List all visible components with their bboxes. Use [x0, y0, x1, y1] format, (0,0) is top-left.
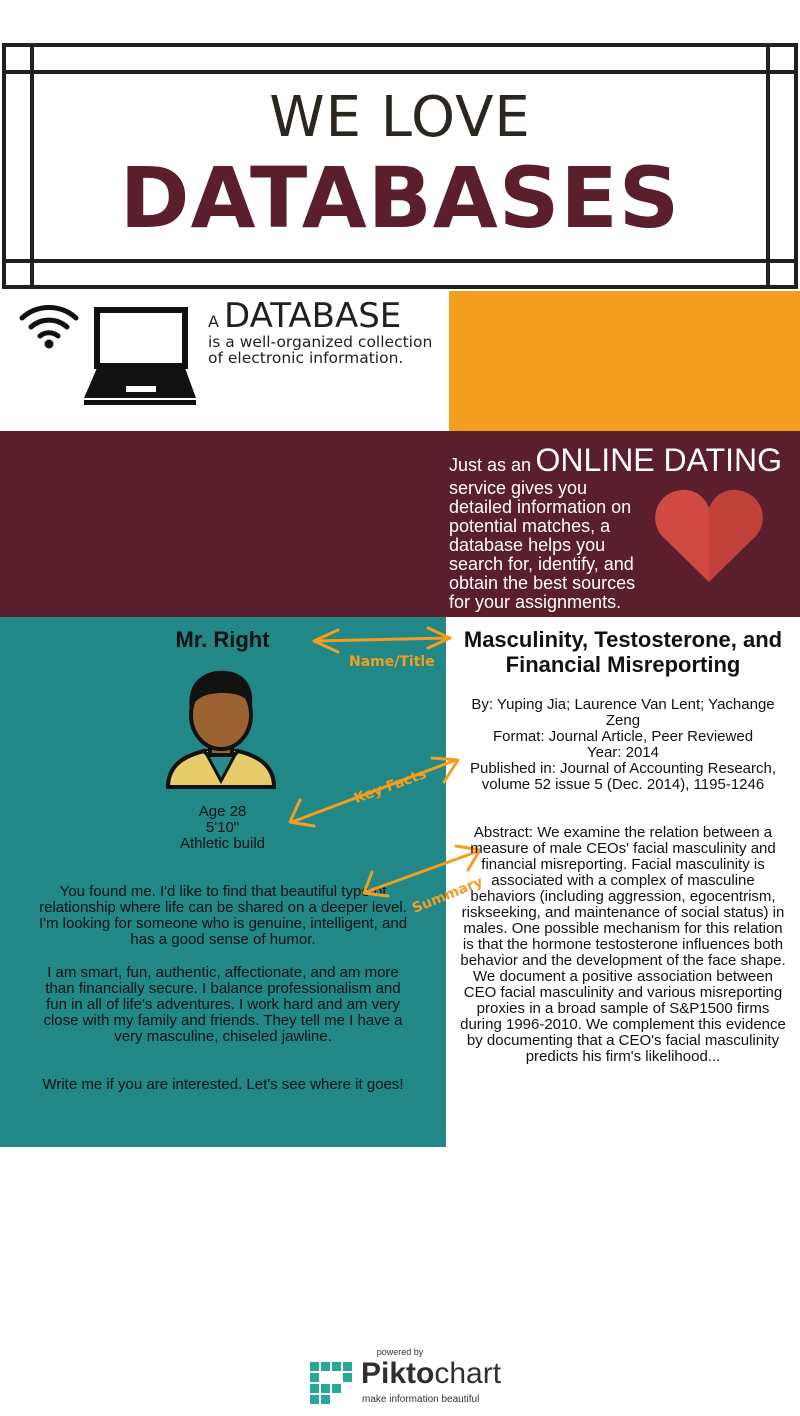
wifi-icon — [18, 300, 80, 350]
profile-name: Mr. Right — [175, 627, 270, 652]
title-line-1: WE LOVE — [269, 85, 531, 150]
title-line-2: DATABASES — [119, 149, 681, 247]
laptop-icon — [82, 306, 198, 406]
title-frame-line-top — [2, 70, 798, 74]
database-definition — [208, 296, 443, 366]
article-abstract: Abstract: We examine the relation between a measure of male CEOs' facial masculinity and financial misreporting. Facial masculinity is associated with a complex of masculine behaviors (including aggression, egocentrism, riskseeking, and maintenance of social status) in males. One possible mechanism for this relation is that the hormone testosterone influences both behavior and the development of the face shape. We document a positive association between CEO facial masculinity and various misreporting proxies in a broad sample of S&P1500 firms during 1996-2010. We complement this evidence by documenting that a CEO's facial masculinity predicts his firm's likelihood... — [460, 824, 786, 1065]
profile-paragraph-1: You found me. I'd like to find that beautiful type of relationship where life can be shared on a deeper level. I'm looking for someone who is genuine, intelligent, and has a good sense of humor. — [38, 883, 408, 948]
article-metadata — [458, 697, 788, 793]
article-authors: By: Yuping Jia; Laurence Van Lent; Yachange Zeng — [471, 696, 775, 729]
dating-lead: Just as an — [449, 455, 532, 475]
heart-icon — [654, 486, 764, 584]
powered-by-label: powered by — [376, 1347, 424, 1357]
article-published-in: Published in: Journal of Accounting Research, volume 52 issue 5 (Dec. 2014), 1195-1246 — [469, 760, 777, 793]
profile-paragraph-3: Write me if you are interested. Let's see where it goes! — [42, 1076, 404, 1093]
annotation-name-title: Name/Title — [349, 654, 435, 670]
definition-article: A — [208, 312, 219, 331]
profile-paragraph-2: I am smart, fun, authentic, affectionate, and am more than financially secure. I balance professionalism and fun in all of life's adventures. I work hard and am very close with my family and friends. They tell me I have a very masculine, chiseled jawline. — [43, 964, 403, 1045]
orange-accent-block — [449, 291, 800, 431]
article-format: Format: Journal Article, Peer Reviewed — [492, 728, 754, 745]
piktochart-tagline: make information beautiful — [362, 1394, 480, 1405]
annotation-key-facts: Key Facts — [352, 766, 429, 808]
wordmark-rest: chart — [434, 1357, 502, 1390]
annotation-summary: Summary — [410, 874, 486, 917]
definition-text: is a well-organized collection of electronic information. — [208, 333, 433, 367]
title-frame-line-bottom — [2, 259, 798, 263]
fact-build: Athletic build — [179, 835, 266, 852]
article-title: Masculinity, Testosterone, and Financial Misreporting — [463, 627, 783, 677]
piktochart-wordmark[interactable] — [361, 1359, 501, 1389]
definition-word: DATABASE — [224, 296, 402, 336]
article-year: Year: 2014 — [586, 744, 659, 761]
fact-age: Age 28 — [198, 803, 247, 820]
wordmark-bold: Pikto — [361, 1357, 435, 1390]
dating-highlight: ONLINE DATING — [535, 442, 783, 478]
piktochart-logo-icon — [310, 1362, 354, 1406]
dating-body: service gives you detailed information on potential matches, a database helps you search for, identify, and obtain the best sources for your assignments. — [449, 478, 636, 612]
fact-height: 5'10" — [205, 819, 240, 836]
